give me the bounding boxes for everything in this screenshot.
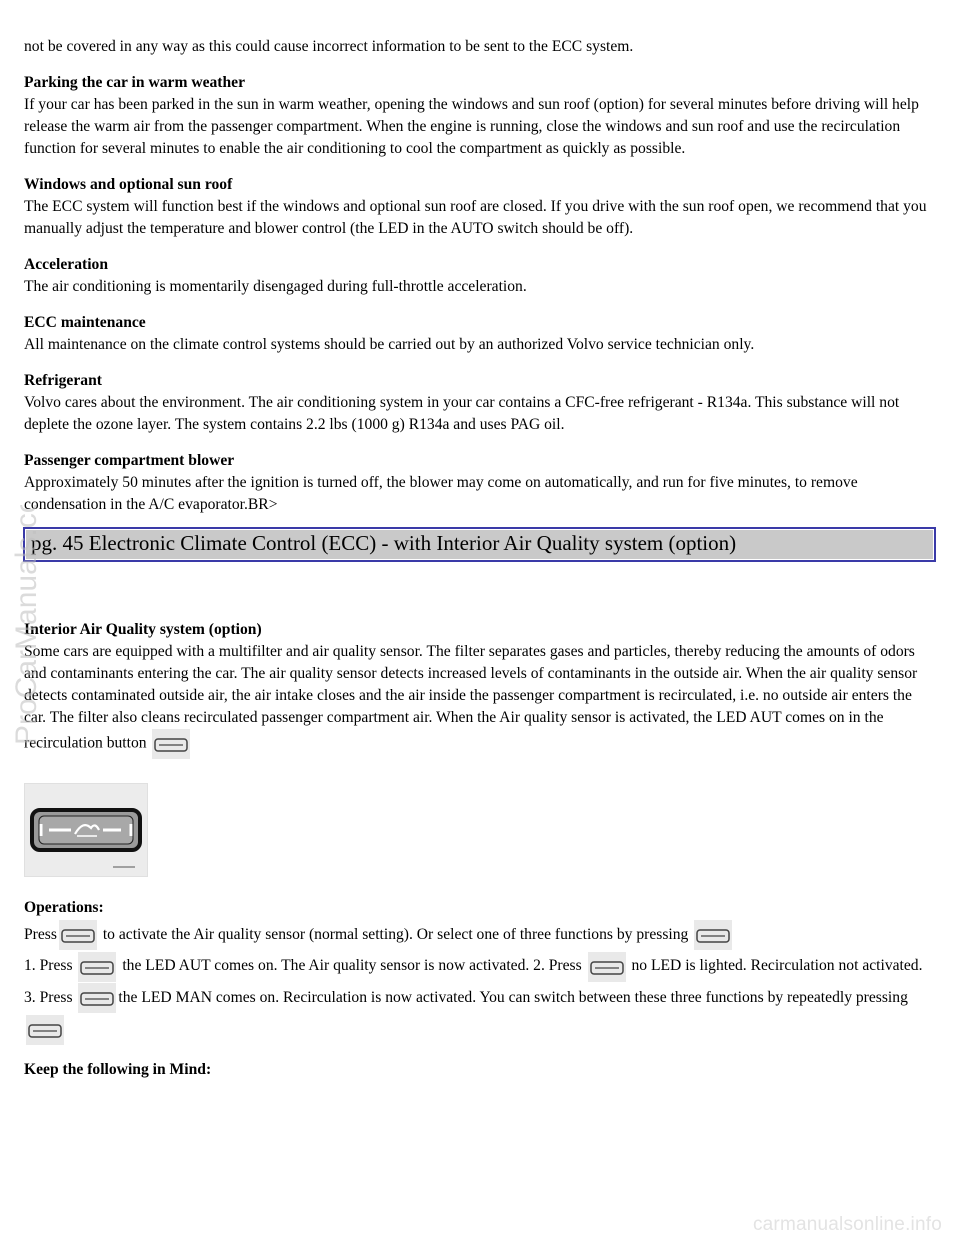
keep-in-mind-heading: Keep the following in Mind:	[24, 1060, 212, 1078]
section-text: If your car has been parked in the sun in warm weather, opening the windows and sun roof (option) for several minutes before driving will help release the warm air from the passenger compartment. When the engine is running, close the windows and sun roof and use the recirculation function for several minutes to enable the air conditioning to cool the compartment as quickly as possible.	[24, 96, 919, 157]
section-heading: Windows and optional sun roof	[24, 176, 233, 193]
section-refrigerant	[24, 370, 936, 436]
section-maintenance	[24, 312, 936, 356]
section-heading: Acceleration	[24, 256, 108, 273]
section-heading: Refrigerant	[24, 372, 102, 389]
section-text: Volvo cares about the environment. The air conditioning system in your car contains a CFC-free refrigerant - R134a. This substance will not deplete the ozone layer. The system contains 2.2 lbs (1000 g) R134a and uses PAG oil.	[24, 394, 900, 433]
section-text: Approximately 50 minutes after the ignition is turned off, the blower may come on automatically, and run for five minutes, to remove condensation in the A/C evaporator.BR>	[24, 474, 858, 513]
section-heading: ECC maintenance	[24, 314, 146, 331]
section-text: The air conditioning is momentarily disengaged during full-throttle acceleration.	[24, 278, 527, 295]
recirculation-button-icon	[26, 1015, 64, 1045]
section-heading: Passenger compartment blower	[24, 452, 235, 469]
document-page	[24, 0, 936, 1081]
recirculation-button-icon	[78, 983, 116, 1013]
operations-text: no LED is lighted. Recirculation not activated. 3. Press	[24, 957, 923, 1006]
operations-text: the LED AUT comes on. The Air quality sensor is now activated. 2. Press	[118, 957, 586, 975]
section-operations	[24, 897, 936, 1045]
page-section-banner: pg. 45 Electronic Climate Control (ECC) - with Interior Air Quality system (option)	[23, 527, 936, 562]
section-heading: Operations:	[24, 899, 104, 916]
section-blower	[24, 450, 936, 516]
recirculation-button-icon	[152, 729, 190, 759]
section-interior-air-quality	[24, 619, 936, 759]
section-text: All maintenance on the climate control systems should be carried out by an authorized Volvo service technician only.	[24, 336, 755, 353]
section-heading: Parking the car in warm weather	[24, 74, 246, 91]
intro-text: not be covered in any way as this could cause incorrect information to be sent to the ECC system.	[24, 38, 634, 55]
operations-text: to activate the Air quality sensor (normal setting). Or select one of three functions by pressing	[98, 926, 693, 943]
operations-text: 1. Press	[24, 957, 77, 975]
section-heading: Interior Air Quality system (option)	[24, 621, 262, 638]
section-text: Some cars are equipped with a multifilter and air quality sensor. The filter separates gases and particles, thereby reducing the amounts of odors and contaminants entering the car. The air quality sensor detects increased levels of contaminants in the outside air. When the air quality sensor detects contaminated outside air, the air intake closes and the air inside the passenger compartment is recirculated, i.e. no outside air enters the car. The filter also cleans recirculated passenger compartment air. When the Air quality sensor is activated, the LED AUT comes on in the recirculation button	[24, 643, 918, 752]
recirculation-button-icon	[78, 952, 116, 982]
recirculation-button-icon	[694, 920, 732, 950]
watermark-left	[4, 505, 44, 745]
watermark-left-text: ProCarManuals.com	[10, 505, 43, 745]
recirculation-button-icon	[59, 920, 97, 950]
section-parking	[24, 72, 936, 160]
section-acceleration	[24, 254, 936, 298]
recirculation-button-icon	[588, 952, 626, 982]
watermark-bottom-right: carmanualsonline.info	[752, 1214, 942, 1235]
recirculation-button-figure	[24, 783, 148, 877]
section-text: The ECC system will function best if the windows and optional sun roof are closed. If you drive with the sun roof open, we recommend that you manually adjust the temperature and blower control (the LED in the AUTO switch should be off).	[24, 198, 927, 237]
operations-text: Press	[24, 926, 57, 943]
section-windows	[24, 174, 936, 240]
operations-text: the LED MAN comes on. Recirculation is now activated. You can switch between these three functions by repeatedly pressing	[118, 988, 908, 1006]
